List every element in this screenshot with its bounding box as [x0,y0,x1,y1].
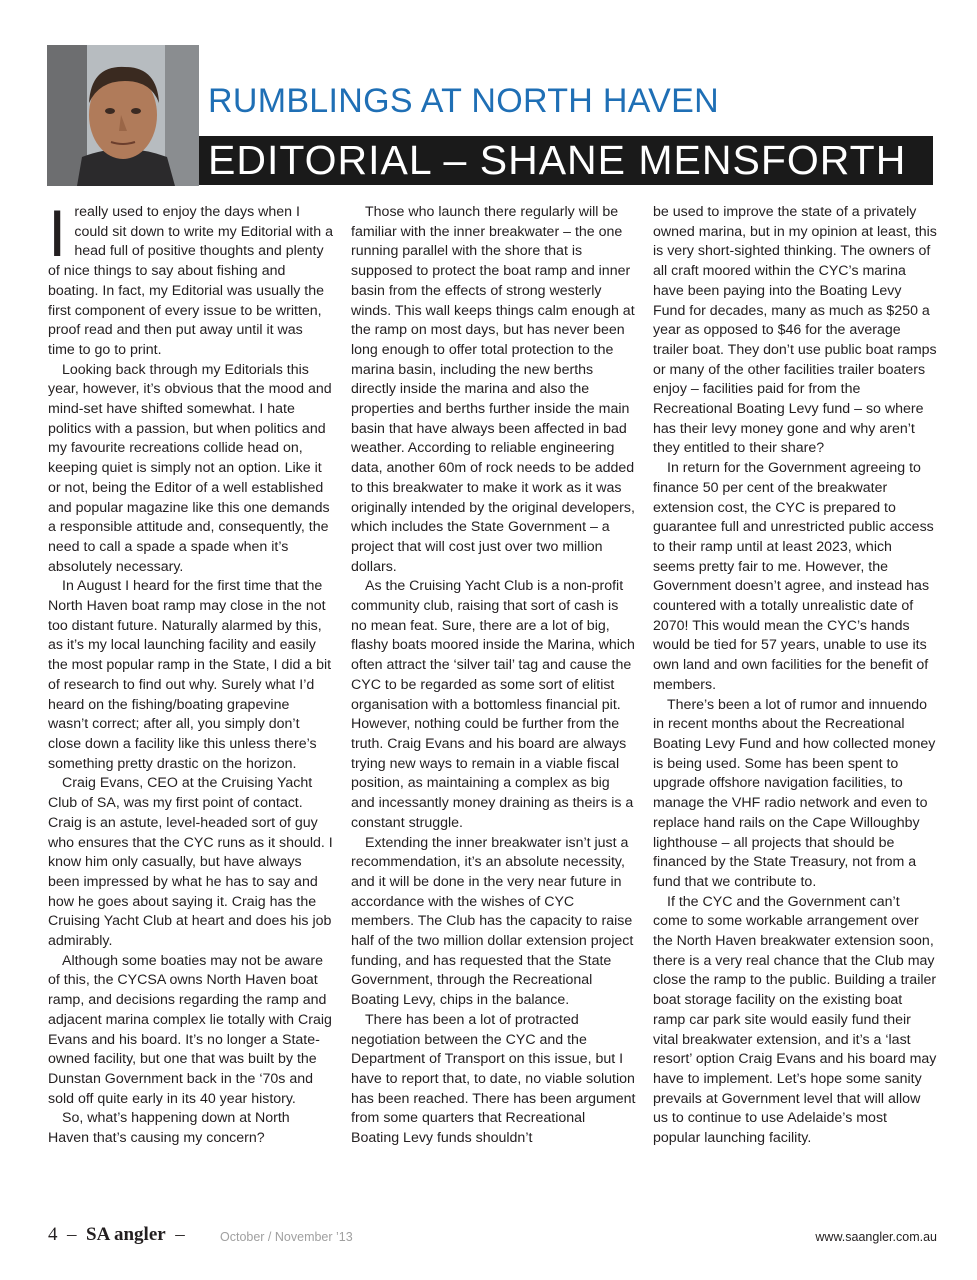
article-paragraph: In August I heard for the first time that the North Haven boat ramp may close in the not too distant future. Naturally alarmed by this, as it’s my local launching facility and easily the most popular ramp in the State, I did a bit of research to find out why. Surely what I’d heard on the fishing/boating grapevine wasn’t correct; after all, you simply don’t close down a facility like this unless there’s something pretty drastic on the horizon. [48,578,332,772]
article-paragraph: Extending the inner breakwater isn’t just a recommendation, it’s an absolute necessity, and it will be done in the very near future in accordance with the wishes of CYC members. The Club has the capacity to raise half of the two million dollar extension project funding, and has requested that the State Government, through the Recreational Boating Levy, chips in the balance. [351,834,634,1009]
page-footer [48,1224,937,1250]
article-paragraph: In return for the Government agreeing to finance 50 per cent of the breakwater extension cost, the CYC is prepared to guarantee full and unrestricted public access to their ramp until at least 2023, which seems pretty fair to me. However, the Government doesn’t agree, and instead has countered with a totally unrealistic date of 2070! This would mean the CYC’s hands would be tied for 57 years, unable to use its own land and own facilities for the benefit of members. [653,460,934,693]
article-paragraph: Craig Evans, CEO at the Cruising Yacht Club of SA, was my first point of contact. Craig is an astute, level-headed sort of guy who ensures that the CYC runs as it should. I know him only casually, but have always been impressed by what he has to say and how he goes about saying it. Craig has the Cruising Yacht Club at heart and does his job admirably. [48,775,333,950]
article-column-3 [653,203,937,1149]
folio-dash: – [175,1224,185,1245]
author-portrait-image [47,45,199,186]
magazine-name: SA angler [86,1224,166,1245]
footer-folio [48,1224,185,1246]
folio-dash: – [67,1224,77,1245]
editorial-title-banner: EDITORIAL – SHANE MENSFORTH [199,136,933,185]
paragraph-text: really used to enjoy the days when I could sit down to write my Editorial with a head full of positive thoughts and plenty of nice things to say about fishing and boating. In fact, my Editorial was usually the first component of every issue to be written, proof read and then put away until it was time to go to print. [48,204,333,358]
article-paragraph: So, what’s happening down at North Haven that’s causing my concern? [48,1110,290,1147]
kicker-headline: RUMBLINGS AT NORTH HAVEN [208,82,719,120]
article-paragraph: If the CYC and the Government can’t come to some workable arrangement over the North Haven breakwater extension soon, there is a very real chance that the Club may close the ramp to the public. Building a trailer boat storage facility on the existing boat ramp car park site would easily fund their vital breakwater extension, and it’s a ‘last resort’ option Craig Evans and his board may have to implement. Let’s hope some sanity prevails at Government level that will allow us to continue to use Adelaide’s most popular launching facility. [653,893,937,1147]
article-column-1 [48,196,333,1149]
article-paragraph: Looking back through my Editorials this year, however, it’s obvious that the mood and mind-set have shifted somewhat. I hate politics with a passion, but when politics and my favourite recreations collide head on, keeping quiet is simply not an option. Like it or not, being the Editor of a well established and popular magazine like this one demands a responsible attitude and, consequently, the need to call a spade a spade when it’s absolutely necessary. [48,361,332,575]
article-paragraph: be used to improve the state of a privately owned marina, but in my opinion at least, this is very short-sighted thinking. The owners of all craft moored within the CYC’s marina have been paying into the Boating Levy Fund for decades, many as much as $250 a year as opposed to $46 for the average trailer boat. They don’t use public boat ramps or many of the other facilities trailer boaters enjoy – facilities paid for from the Recreational Boating Levy fund – so where has their levy money gone and why aren’t they entitled to their share? [653,204,937,457]
article-column-2 [351,203,636,1149]
article-paragraph: As the Cruising Yacht Club is a non-profit community club, raising that sort of cash is no mean feat. Sure, there are a lot of big, flashy boats moored inside the Marina, which often attract the ‘silver tail’ tag and cause the CYC to be regarded as some sort of elitist organisation with a bottomless financial pit. However, nothing could be further from the truth. Craig Evans and his board are always trying new ways to remain in a viable fiscal position, as maintaining a complex as big and incessantly money draining as theirs is a constant struggle. [351,578,635,831]
page-number: 4 [48,1224,58,1245]
article-paragraph [48,196,333,361]
issue-date: October / November ’13 [220,1230,353,1244]
article-paragraph: Those who launch there regularly will be familiar with the inner breakwater – the one running parallel with the shore that is supposed to protect the boat ramp and inner basin from the effects of strong westerly winds. This wall keeps things calm enough at the ramp on most days, but has never been long enough to offer total protection to the marina basin, including the new berths directly inside the marina and also the properties and berths further inside the main basin that have always been affected in bad weather. According to reliable engineering data, another 60m of rock needs to be added to this breakwater to make it work as it was originally intended by the original developers, which includes the State Government – a project that will cost just over two million dollars. [351,204,635,575]
article-paragraph: There’s been a lot of rumor and innuendo in recent months about the Recreational Boating Levy Fund and how collected money is being used. Some has been spent to upgrade offshore navigation facilities, to manage the VHF radio network and even to replace hand rails on the Cape Willoughby lighthouse – all projects that should be financed by the State Treasury, not from a fund that we contribute to. [653,696,936,890]
article-paragraph: Although some boaties may not be aware of this, the CYCSA owns North Haven boat ramp, and decisions regarding the ramp and adjacent marina complex lie totally with Craig Evans and his board. It’s no longer a State-owned facility, but one that was built by the Dunstan Government back in the ‘70s and sold off quite early in its 40 year history. [48,952,332,1107]
drop-cap: I [48,196,67,270]
website-link[interactable]: www.saangler.com.au [815,1230,937,1244]
article-paragraph: There has been a lot of protracted negotiation between the CYC and the Department of Transport on this issue, but I have to report that, to date, no viable solution has been reached. There has been argument from some quarters that Recreational Boating Levy funds shouldn’t [351,1011,636,1147]
author-photo [47,45,199,186]
